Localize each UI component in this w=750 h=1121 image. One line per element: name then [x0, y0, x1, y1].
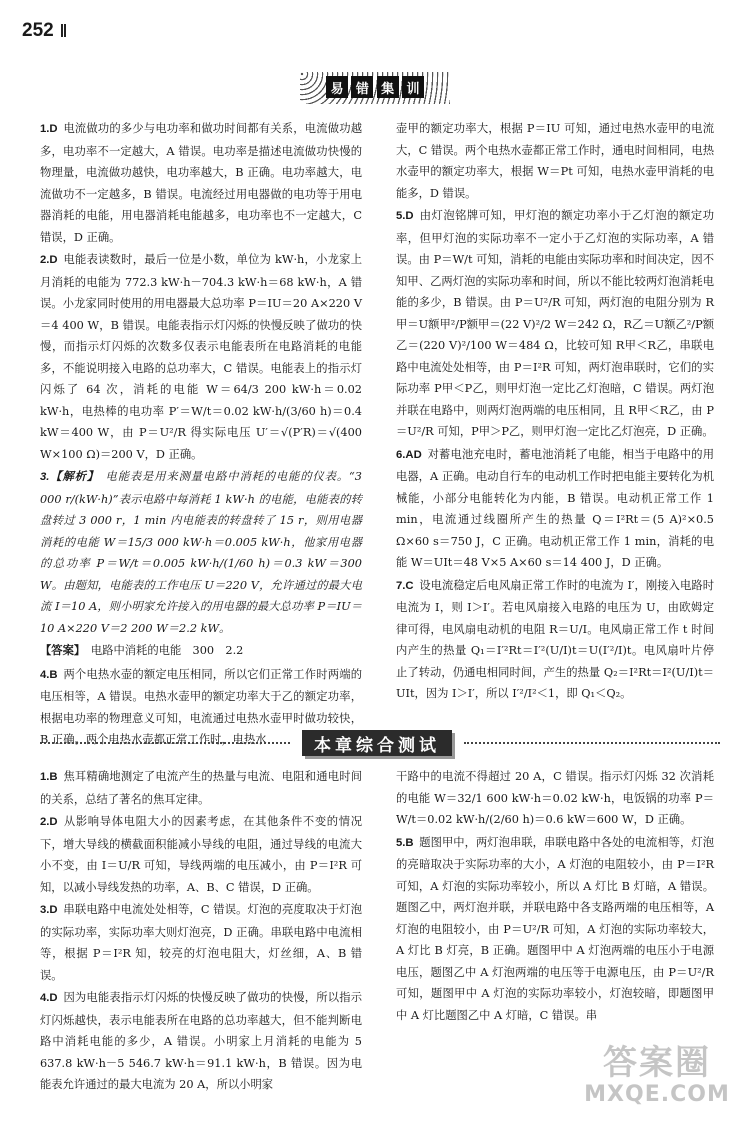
answer-text: 设电流稳定后电风扇正常工作时的电流为 I′，刚接入电路时电流为 I，则 I＞I′。若电风扇接入电路的电压为 U，由欧姆定律可得，电风扇电动机的电阻 R＝U/I。电风扇正常工作 t 时间内产生的热量 Q₁＝I′²Rt＝I′²(U/I)t＝U(I′²/I)t。电风扇叶片停止了转动，仍通电相同时间，产生的热量 Q₂＝I²Rt＝I²(U/I)t＝UIt，因为 I＞I′，所以 I′²/I²＜1，即 Q₁＜Q₂。 — [396, 578, 714, 700]
section-title-char: 集 — [377, 76, 399, 98]
answer-text: 干路中的电流不得超过 20 A，C 错误。指示灯闪烁 32 次消耗的电能 W＝32/1 600 kW·h＝0.02 kW·h，电饭锅的功率 P＝W/t＝0.02 kW·h/(2/60 h)＝0.6 kW＝600 W，D 正确。 — [396, 770, 714, 826]
answer-number: 2.D — [40, 816, 58, 828]
answer-text: 题图甲中，两灯泡串联，串联电路中各处的电流相等，灯泡的亮暗取决于实际功率的大小，A 灯泡的电阻较小，由 P＝I²R 可知，A 灯泡的实际功率较小，所以 A 灯比 B 灯暗，A 错误。题图乙中，两灯泡并联，并联电路中各支路两端的电压相等，A 灯泡的电阻较小，由 P＝U²/R 可知，A 灯泡的实际功率较大，A 灯比 B 灯亮，B 正确。题图甲中 A 灯泡两端的电压小于电源电压，题图乙中 A 灯泡两端的电压等于电源电压，由 P＝U²/R 可知，题图甲中 A 灯泡的实际功率较小，灯泡较暗，即题图甲中 A 灯比题图乙中 A 灯暗，C 错误。串 — [396, 835, 714, 1022]
answer-text: 电流做功的多少与电功率和做功时间都有关系，电流做功越多，电功率不一定越大，A 错误。电功率是描述电流做功快慢的物理量，电流做功越快，电功率越大，B 正确。电功率越大，电流做功不一定越多，B 错误。电流经过用电器做的电功等于用电器消耗的电能，用电器消耗电能越多，电功率也不一定越大，C 错误，D 正确。 — [40, 122, 362, 244]
answer-item — [396, 766, 714, 831]
answer-number: 5.B — [396, 836, 414, 849]
answer-number: 1.B — [40, 771, 58, 783]
watermark-line1: 答案圈 — [603, 1043, 711, 1083]
answer-item — [396, 575, 714, 705]
answer-number: 7.C — [396, 579, 414, 592]
answer-item — [40, 118, 362, 248]
section-title-char: 错 — [351, 76, 373, 98]
section-banner-yicuo — [300, 72, 450, 104]
answer-item — [40, 766, 362, 810]
answer-number: 3.【解析】 — [40, 471, 99, 483]
answer-number: 2.D — [40, 254, 58, 266]
answers-column-bottom-right — [396, 766, 714, 1027]
answer-number: 4.B — [40, 668, 58, 681]
answer-text: 电能表读数时，最后一位是小数，单位为 kW·h，小龙家上月消耗的电能为 772.3 kW·h－704.3 kW·h＝68 kW·h，A 错误。小龙家同时使用的用电器最大总功率 P＝IU＝20 A×220 V＝4 400 W，B 错误。电能表指示灯闪烁的快慢反映了做功的快慢，而指示灯闪烁的次数多仅表示电能表所在电路消耗的电能多，不能说明接入电路的总功率大，C 错误。电能表上的指示灯闪烁了 64 次，消耗的电能 W＝64/3 200 kW·h＝0.02 kW·h，电热棒的电功率 P′＝W/t＝0.02 kW·h/(3/60 h)＝0.4 kW＝400 W，由 P＝U²/R 得实际电压 U′＝√(P′R)＝√(400 W×100 Ω)＝200 V，D 正确。 — [40, 253, 362, 461]
answer-item — [396, 832, 714, 1027]
watermark-logo — [582, 1043, 732, 1113]
answer-text: 串联电路中电流处处相等，C 错误。灯泡的亮度取决于灯泡的实际功率，实际功率大则灯泡亮，D 正确。串联电路中电流相等，根据 P＝I²R 知，较亮的灯泡电阻大，灯丝细，A、B 错误。 — [40, 903, 362, 982]
answer-item — [40, 987, 362, 1096]
answer-text: 两个电热水壶的额定电压相同，所以它们正常工作时两端的电压相等，A 错误。电热水壶甲的额定功率大于乙的额定功率，根据电功率的物理意义可知，电流通过电热水壶甲时做功较快，B 正确。两个电热水壶都正常工作时，电热水 — [40, 667, 362, 746]
watermark-line2: MXQE.COM — [584, 1082, 730, 1107]
answer-number: 【答案】 — [40, 645, 86, 657]
answer-number: 3.D — [40, 904, 58, 916]
answers-column-bottom-left — [40, 766, 362, 1097]
answer-text: 焦耳精确地测定了电流产生的热量与电流、电阻和通电时间的关系，总结了著名的焦耳定律。 — [40, 770, 362, 806]
answer-number: 1.D — [40, 123, 58, 135]
answer-number: 4.D — [40, 992, 58, 1004]
answer-text: 因为电能表指示灯闪烁的快慢反映了做功的快慢，所以指示灯闪烁越快，表示电能表所在电路的总功率越大，但不能判断电路中消耗电能的多少，A 错误。小明家上月消耗的电能为 5 637.8 kW·h－5 546.7 kW·h＝91.1 kW·h，B 错误。因为电能表允许通过的最大电流为 20 A，所以小明家 — [40, 991, 362, 1091]
answer-number: 6.AD — [396, 448, 422, 461]
answer-item — [396, 205, 714, 443]
answer-number: 5.D — [396, 210, 414, 222]
answer-item — [40, 466, 362, 639]
answer-item — [40, 811, 362, 898]
answer-text: 从影响导体电阻大小的因素考虑，在其他条件不变的情况下，增大导线的横截面积能减小导线的电阻，通过导线的电流大小不变，由 I＝U/R 可知，导线两端的电压减小，由 P＝I²R 可知，以减小导线发热的功率，A、B、C 错误，D 正确。 — [40, 815, 362, 894]
answer-item — [396, 118, 714, 204]
answer-item — [40, 249, 362, 465]
answers-column-top-right — [396, 118, 714, 706]
page-number-mark — [61, 24, 66, 37]
section-divider — [40, 730, 720, 758]
answer-item — [396, 444, 714, 574]
section-title-chapter-test: 本章综合测试 — [302, 730, 452, 756]
answer-text: 壶甲的额定功率大，根据 P＝IU 可知，通过电热水壶甲的电流大，C 错误。两个电热水壶都正常工作时，通电时间相同，电热水壶甲的额定功率大，根据 W＝Pt 可知，电热水壶甲消耗的电能多，D 错误。 — [396, 122, 714, 200]
answer-text: 电能表是用来测量电路中消耗的电能的仪表。“3 000 r/(kW·h)”表示电路中每消耗 1 kW·h 的电能，电能表的转盘转过 3 000 r，1 min 内电能表的转盘转了 15 r，则用电器消耗的电能 W＝15/3 000 kW·h＝0.005 kW·h，他家用电器的总功率 P＝W/t＝0.005 kW·h/(1/60 h)＝0.3 kW＝300 W。由题知，电能表的工作电压 U＝220 V，允许通过的最大电流 I＝10 A，则小明家允许接入的用电器的最大总功率 P＝IU＝10 A×220 V＝2 200 W＝2.2 kW。 — [40, 470, 362, 635]
section-title-char: 易 — [326, 76, 348, 98]
answer-item — [40, 640, 362, 663]
answer-text: 电路中消耗的电能 300 2.2 — [90, 644, 244, 657]
answer-item — [40, 899, 362, 986]
answer-text: 对蓄电池充电时，蓄电池消耗了电能，相当于电路中的用电器，A 正确。电动自行车的电动机工作时把电能主要转化为机械能，小部分电能转化为内能，B 错误。电动机正常工作 1 min，电流通过线圈所产生的热量 Q＝I²Rt＝(5 A)²×0.5 Ω×60 s＝750 J，C 正确。电动机正常工作 1 min，消耗的电能 W＝UIt＝48 V×5 A×60 s＝14 400 J，D 正确。 — [396, 447, 714, 569]
divider-dots-left — [40, 742, 290, 748]
answer-text: 由灯泡铭牌可知，甲灯泡的额定功率小于乙灯泡的额定功率，但甲灯泡的实际功率不一定小于乙灯泡的实际功率，A 错误。由 P＝W/t 可知，消耗的电能由实际功率和时间决定，因不知甲、乙两灯泡的实际功率和时间，所以不能比较两灯泡消耗电能的多少，B 错误。由 P＝U²/R 可知，两灯泡的电阻分别为 R甲＝U额甲²/P额甲＝(22 V)²/2 W＝242 Ω，R乙＝U额乙²/P额乙＝(220 V)²/100 W＝484 Ω，比较可知 R甲＜R乙，串联电路中电流处处相等，由 P＝I²R 可知，两灯泡串联时，它们的实际功率 P甲＜P乙，则甲灯泡一定比乙灯泡暗，C 错误。两灯泡并联在电路中，则两灯泡两端的电压相同，且 R甲＜R乙，由 P＝U²/R 可知，P甲＞P乙，则甲灯泡一定比乙灯泡亮，D 正确。 — [396, 209, 714, 438]
section-title-char: 训 — [402, 76, 424, 98]
answers-column-top-left — [40, 118, 362, 752]
page-number: 252 — [22, 20, 54, 41]
divider-dots-right — [464, 742, 720, 748]
